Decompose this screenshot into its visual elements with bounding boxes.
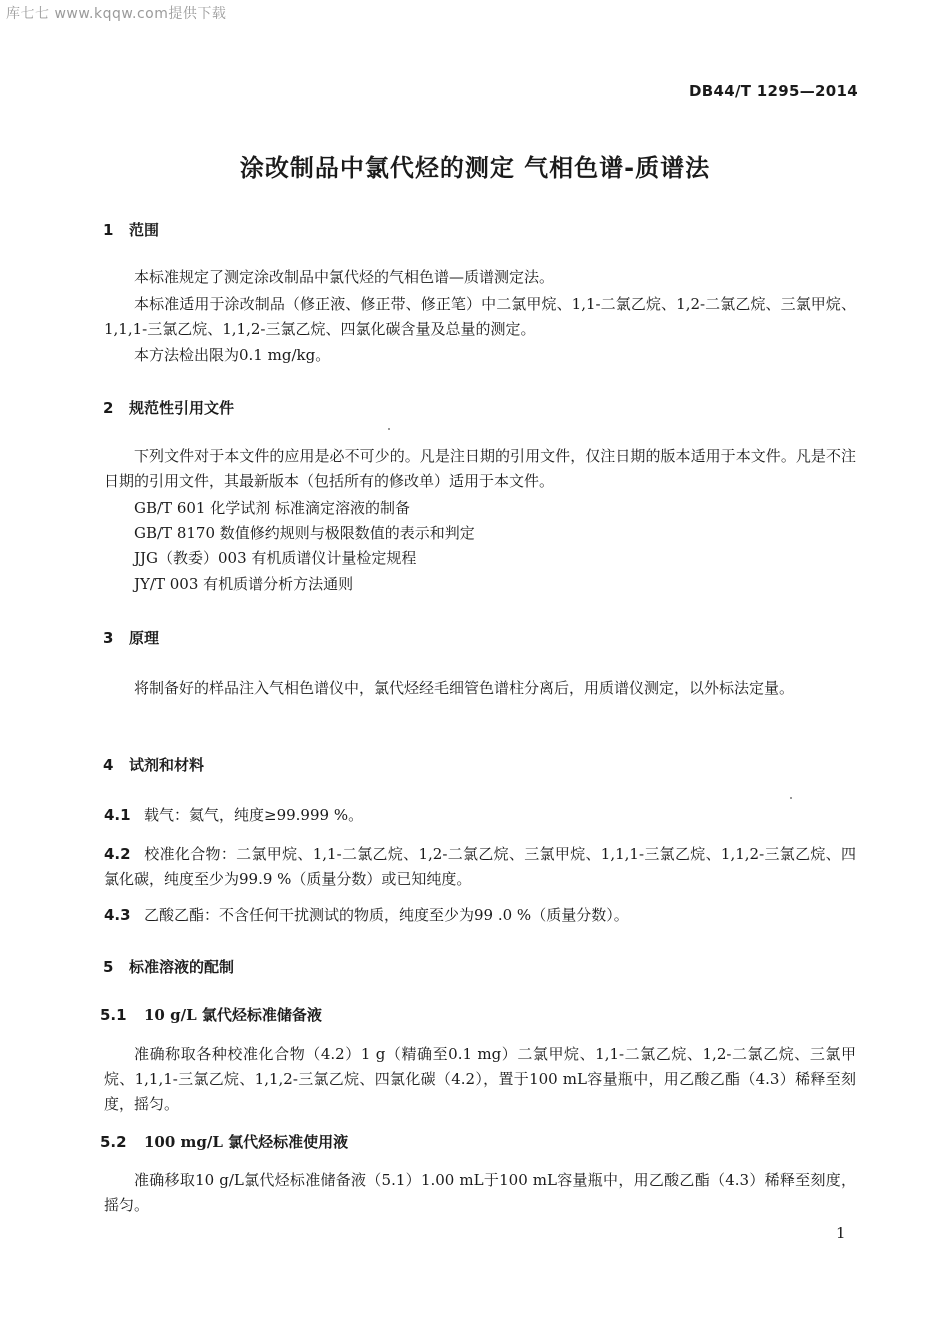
clause-item xyxy=(104,842,856,892)
watermark-text: 库七七 www.kqqw.com提供下载 xyxy=(6,6,227,22)
document-number: DB44/T 1295—2014 xyxy=(689,82,858,100)
clause-number: 4.1 xyxy=(104,806,131,824)
clause-number: 4.3 xyxy=(104,906,131,924)
section-number: 3 xyxy=(103,629,114,647)
paragraph: 准确称取各种校准化合物（4.2）1 g（精确至0.1 mg）二氯甲烷、1,1-二氯乙烷、1,2-二氯乙烷、三氯甲烷、1,1,1-三氯乙烷、1,1,2-三氯乙烷、四氯化碳（4.2），置于100 mL容量瓶中，用乙酸乙酯（4.3）稀释至刻度，摇匀。 xyxy=(104,1045,856,1113)
page-title: 涂改制品中氯代烃的测定 气相色谱-质谱法 xyxy=(239,154,711,182)
clause-text: 乙酸乙酯：不含任何干扰测试的物质，纯度至少为99 .0 %（质量分数）。 xyxy=(144,906,629,924)
reference-item: GB/T 8170 数值修约规则与极限数值的表示和判定 xyxy=(134,524,475,542)
scan-speck xyxy=(388,428,390,430)
section-3-heading xyxy=(103,627,159,648)
paragraph: 本方法检出限为0.1 mg/kg。 xyxy=(134,346,331,364)
clause-item xyxy=(104,803,856,828)
section-title: 标准溶液的配制 xyxy=(129,958,235,976)
subsection-5-1-heading xyxy=(100,1004,322,1025)
subsection-5-2-heading xyxy=(100,1131,348,1152)
section-5-heading xyxy=(103,956,234,977)
section-2-heading xyxy=(103,397,234,418)
section-number: 5 xyxy=(103,958,114,976)
subsection-title: 100 mg/L 氯代烃标准使用液 xyxy=(144,1133,349,1151)
section-1-heading xyxy=(103,219,159,240)
scan-speck xyxy=(790,797,792,799)
reference-item: JY/T 003 有机质谱分析方法通则 xyxy=(134,575,354,593)
section-title: 试剂和材料 xyxy=(129,756,205,774)
section-number: 2 xyxy=(103,399,114,417)
page-number: 1 xyxy=(836,1224,846,1242)
clause-item xyxy=(104,903,856,928)
section-number: 1 xyxy=(103,221,114,239)
section-number: 4 xyxy=(103,756,114,774)
paragraph: 本标准规定了测定涂改制品中氯代烃的气相色谱—质谱测定法。 xyxy=(134,268,555,286)
paragraph: 下列文件对于本文件的应用是必不可少的。凡是注日期的引用文件，仅注日期的版本适用于本文件。凡是不注日期的引用文件，其最新版本（包括所有的修改单）适用于本文件。 xyxy=(104,447,856,490)
paragraph: 准确移取10 g/L氯代烃标准储备液（5.1）1.00 mL于100 mL容量瓶中，用乙酸乙酯（4.3）稀释至刻度，摇匀。 xyxy=(104,1171,856,1214)
reference-item: GB/T 601 化学试剂 标准滴定溶液的制备 xyxy=(134,499,410,517)
paragraph: 将制备好的样品注入气相色谱仪中，氯代烃经毛细管色谱柱分离后，用质谱仪测定，以外标法定量。 xyxy=(134,679,795,697)
subsection-number: 5.2 xyxy=(100,1133,127,1151)
subsection-title: 10 g/L 氯代烃标准储备液 xyxy=(144,1006,322,1024)
section-4-heading xyxy=(103,754,204,775)
section-title: 原理 xyxy=(129,629,160,647)
section-title: 规范性引用文件 xyxy=(129,399,235,417)
reference-item: JJG（教委）003 有机质谱仪计量检定规程 xyxy=(134,549,417,567)
paragraph: 本标准适用于涂改制品（修正液、修正带、修正笔）中二氯甲烷、1,1-二氯乙烷、1,2-二氯乙烷、三氯甲烷、1,1,1-三氯乙烷、1,1,2-三氯乙烷、四氯化碳含量及总量的测定。 xyxy=(104,295,856,338)
clause-text: 校准化合物：二氯甲烷、1,1-二氯乙烷、1,2-二氯乙烷、三氯甲烷、1,1,1-三氯乙烷、1,1,2-三氯乙烷、四氯化碳，纯度至少为99.9 %（质量分数）或已知纯度。 xyxy=(104,845,856,888)
clause-text: 载气：氦气，纯度≥99.999 %。 xyxy=(144,806,364,824)
subsection-number: 5.1 xyxy=(100,1006,127,1024)
clause-number: 4.2 xyxy=(104,845,131,863)
section-title: 范围 xyxy=(129,221,160,239)
